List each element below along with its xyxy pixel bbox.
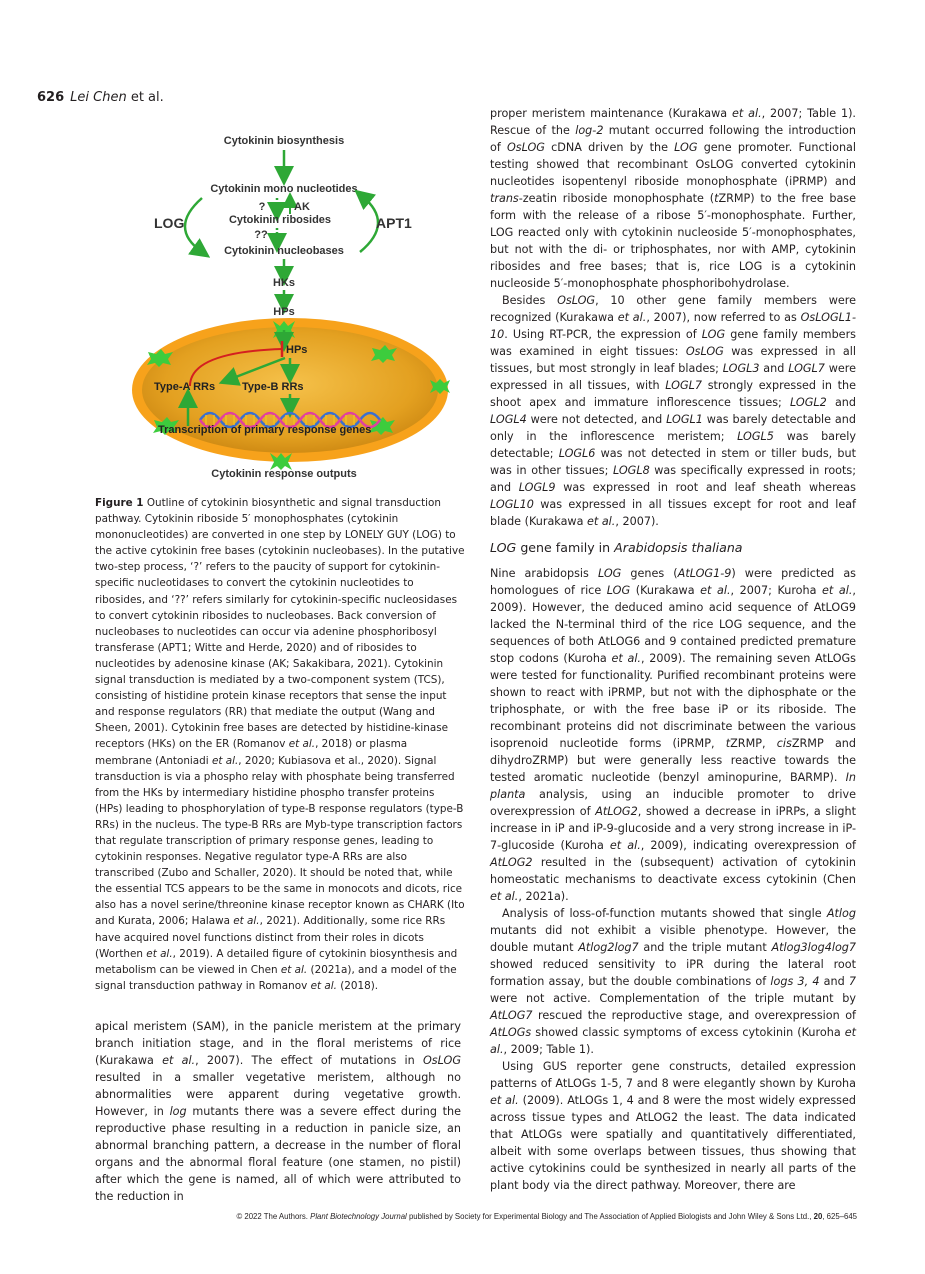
apt1-label: APT1	[376, 215, 412, 231]
node-type-b-rrs: Type-B RRs	[242, 381, 304, 393]
node-type-a-rrs: Type-A RRs	[154, 381, 216, 393]
paragraph: Nine arabidopsis LOG genes (AtLOG1-9) were predicted as homologues of rice LOG (Kurakawa et al., 2007; Kuroha et al., 2009). However, the deduced amino acid sequence of AtLOG9 lacked the N-terminal third of the rice LOG sequence, and the sequences of both AtLOG6 and 9 contained predicted premature stop codons (Kuroha et al., 2009). The remaining seven AtLOGs were tested for functionality. Purified recombinant proteins were shown to react with iPRMP, but not with the diphosphate or the triphosphate, or with the free base iP or its riboside. The recombinant proteins did not discriminate between the various isoprenoid nucleotide forms (iPRMP, tZRMP, cisZRMP and dihydroZRMP) but were generally less reactive towards the tested aromatic nucleotide (benzyl aminopurine, BARMP). In planta analysis, using an inducible promoter to drive overexpression of AtLOG2, showed a decrease in iPRPs, a slight increase in iP and iP-9-glucoside and a very strong increase in iP-7-glucoside (Kuroha et al., 2009), indicating overexpression of AtLOG2 resulted in the (subsequent) activation of cytokinin homeostatic mechanisms to deactivate excess cytokinin (Chen et al., 2021a).	[490, 567, 857, 903]
running-head	[37, 90, 164, 105]
author-name: Lei Chen	[70, 90, 127, 105]
figure-caption: Figure 1 Outline of cytokinin biosynthetic and signal transduction pathway. Cytokinin riboside 5′ monophosphates (cytokinin mononucleotides) are converted in one step by LONELY GUY (LOG) to the active cytokinin free bases (cytokinin nucleobases). In the putative two-step process, ‘?’ refers to the paucity of support for cytokinin-specific nucleotidases to convert the cytokinin nucleotides to ribosides, and ‘??’ refers similarly for cytokinin-specific nucleosidases to convert cytokinin ribosides to nucleobases. Back conversion of nucleobases to nucleotides can occur via adenine phosphoribosyl transferase (APT1; Witte and Herde, 2020) and of ribosides to nucleotides by adenosine kinase (AK; Sakakibara, 2021). Cytokinin signal transduction is mediated by a two-component system (TCS), consisting of histidine protein kinase receptors that sense the input and response regulators (RR) that mediate the output (Wang and Sheen, 2001). Cytokinin free bases are detected by histidine-kinase receptors (HKs) on the ER (Romanov et al., 2018) or plasma membrane (Antoniadi et al., 2020; Kubiasova et al., 2020). Signal transduction is via a phospho relay with phosphate being transferred from the HKs by intermediary histidine phospho transfer proteins (HPs) leading to phosphorylation of type-B response regulators (type-B RRs) in the nucleus. The type-B RRs are Myb-type transcription factors that regulate transcription of primary response genes, leading to cytokinin responses. Negative regulator type-A RRs are also transcribed (Zubo and Schaller, 2020). It should be noted that, while the essential TCS appears to be the same in monocots and dicots, rice also has a novel serine/threonine kinase receptor known as CHARK (Ito and Kurata, 2006; Halawa et al., 2021). Additionally, some rice RRs have acquired novel functions distinct from their roles in dicots (Worthen et al., 2019). A detailed figure of cytokinin biosynthesis and metabolism can be viewed in Chen et al. (2021a), and a model of the signal transduction pathway in Romanov et al. (2018).	[95, 497, 465, 992]
question-2: ??	[254, 229, 268, 241]
figure-label: Figure 1	[95, 497, 144, 509]
journal-name: Plant Biotechnology Journal	[310, 1212, 407, 1221]
node-hps-outer: HPs	[273, 306, 295, 318]
node-nucleobases: Cytokinin nucleobases	[224, 245, 344, 257]
page-footer: © 2022 The Authors. Plant Biotechnology Journal published by Society for Experimental Biology and The Association of Applied Biologists and John Wiley & Sons Ltd., 20, 625–645	[236, 1212, 857, 1221]
paragraph: Analysis of loss-of-function mutants showed that single Atlog mutants did not exhibit a visible phenotype. However, the double mutant Atlog2log7 and the triple mutant Atlog3log4log7 showed reduced sensitivity to iPR during the lateral root formation assay, but the double combinations of logs 3, 4 and 7 were not active. Complementation of the triple mutant by AtLOG7 rescued the reproductive stage, and overexpression of AtLOGs showed classic symptoms of excess cytokinin (Kuroha et al., 2009; Table 1).	[490, 907, 857, 1056]
paragraph: apical meristem (SAM), in the panicle meristem at the primary branch initiation stage, and in the floral meristems of rice (Kurakawa et al., 2007). The effect of mutations in OsLOG resulted in a smaller vegetative meristem, although no abnormalities were apparent during vegetative growth. However, in log mutants there was a severe effect during the reproductive phase resulting in a reduction in panicle size, an abnormal branching pattern, a decrease in the number of floral organs and the abnormal floral feature (one stamen, no pistil) after which the gene is named, all of which were attributed to the reduction in	[95, 1020, 461, 1203]
node-transcription: Transcription of primary response genes	[158, 424, 372, 436]
question-1: ?	[258, 201, 266, 213]
volume: 20	[813, 1212, 823, 1221]
log-label: LOG	[154, 215, 185, 231]
figure-1-diagram	[130, 128, 450, 483]
node-hks: HKs	[272, 277, 296, 289]
ak-label: AK	[294, 201, 310, 213]
left-column-body	[95, 1018, 461, 1205]
node-ribosides: Cytokinin ribosides	[228, 214, 332, 226]
paragraph: Using GUS reporter gene constructs, detailed expression patterns of AtLOGs 1-5, 7 and 8 were elegantly shown by Kuroha et al. (2009). AtLOGs 1, 4 and 8 were the most widely expressed across tissue types and AtLOG2 the least. The data indicated that AtLOGs were spatially and quantitatively differentiated, albeit with some overlaps between tissues, thus showing that active cytokinins could be synthesized in nearly all parts of the plant body via the direct pathway. Moreover, there are	[490, 1060, 856, 1192]
page-number: 626	[37, 90, 65, 105]
paragraph: Besides OsLOG, 10 other gene family members were recognized (Kurakawa et al., 2007), now referred to as OsLOGL1-10. Using RT-PCR, the expression of LOG gene family members was examined in eight tissues: OsLOG was expressed in all tissues, but most strongly in leaf blades; LOGL3 and LOGL7 were expressed in all tissues, with LOGL7 strongly expressed in the shoot apex and immature inflorescence tissues; LOGL2 and LOGL4 were not detected, and LOGL1 was barely detectable and only in the inflorescence meristem; LOGL5 was barely detectable; LOGL6 was not detected in stem or tiller buds, but was in other tissues; LOGL8 was specifically expressed in roots; and LOGL9 was expressed in root and leaf sheath whereas LOGL10 was expressed in all tissues except for root and leaf blade (Kurakawa et al., 2007).	[490, 294, 856, 528]
section-heading: LOG gene family in Arabidopsis thaliana	[490, 540, 743, 555]
log-arrow-icon	[185, 198, 202, 252]
paragraph: proper meristem maintenance (Kurakawa et al., 2007; Table 1). Rescue of the log-2 mutant occurred following the introduction of OsLOG cDNA driven by the LOG gene promoter. Functional testing showed that recombinant OsLOG converted cytokinin nucleotides isopentenyl riboside monophosphate (iPRMP) and trans-zeatin riboside monophosphate (tZRMP) to the free base form with the release of a ribose 5′-monophosphate. Further, LOG reacted only with cytokinin nucleoside 5′-monophosphates, but not with the di- or triphosphates, nor with AMP, cytokinin ribosides and free bases; that is, rice LOG is a cytokinin nucleoside 5′-monophosphate phosphoribohydrolase.	[490, 107, 857, 290]
node-mono-nucleotides: Cytokinin mono nucleotides	[210, 183, 358, 195]
right-column-body	[490, 105, 856, 1194]
node-response-outputs: Cytokinin response outputs	[211, 468, 357, 480]
node-hps-inner: HPs	[286, 344, 308, 356]
et-al: et al.	[126, 90, 164, 105]
node-biosynthesis: Cytokinin biosynthesis	[223, 135, 345, 147]
